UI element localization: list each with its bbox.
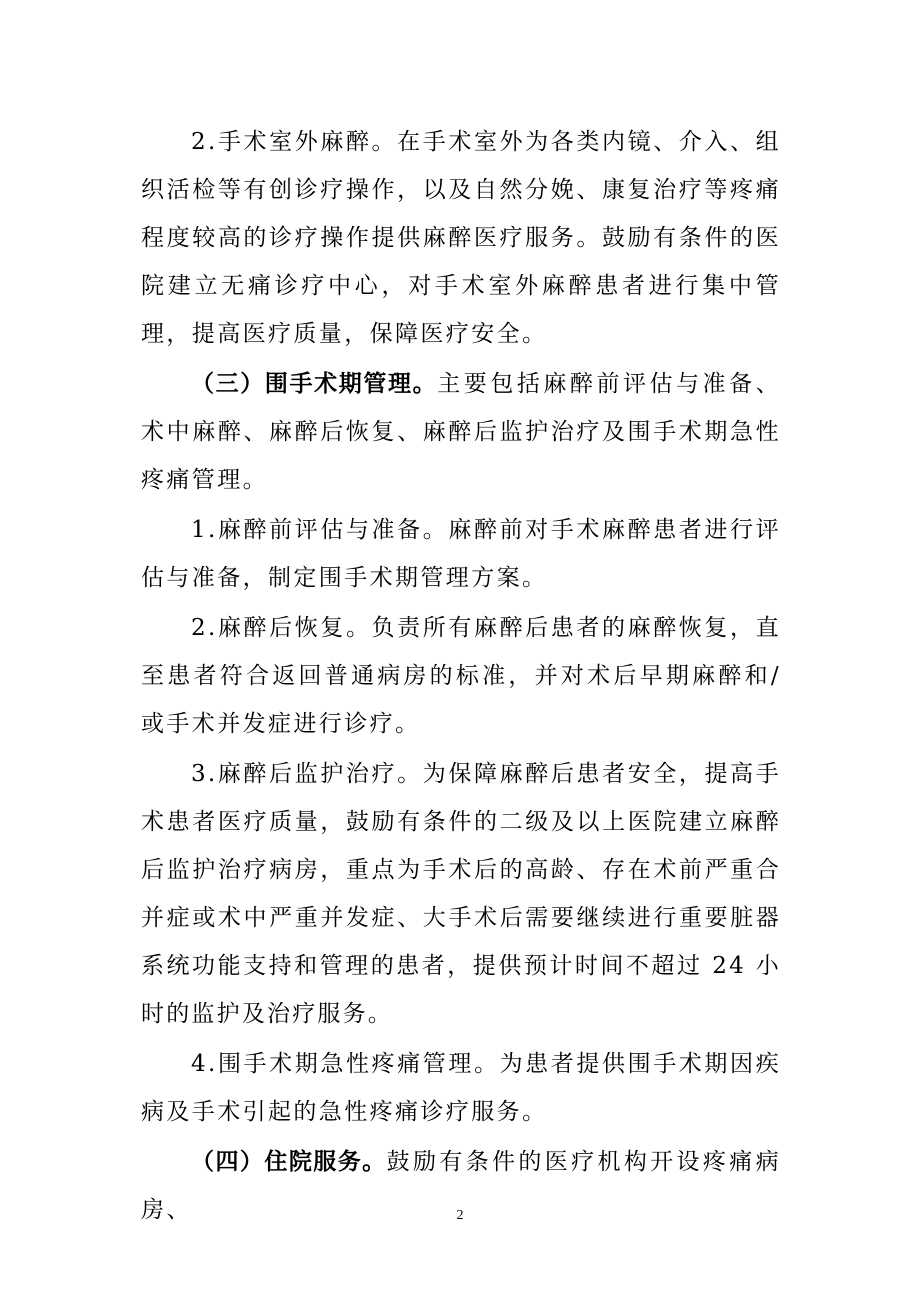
paragraph-preanesthesia-assessment xyxy=(141,506,781,602)
paragraph-postanesthesia-monitoring xyxy=(141,750,781,1038)
paragraph-text: 1.麻醉前评估与准备。麻醉前对手术麻醉患者进行评估与准备，制定围手术期管理方案。 xyxy=(141,517,781,591)
document-body xyxy=(141,118,781,1236)
paragraph-text: 鼓励有条件的医疗机构开设疼痛病房、 xyxy=(141,1149,782,1223)
section-heading: （三）围手术期管理。 xyxy=(191,371,438,397)
paragraph-text: 3.麻醉后监护治疗。为保障麻醉后患者安全，提高手术患者医疗质量，鼓励有条件的二级及以上医院建立麻醉后监护治疗病房，重点为手术后的高龄、存在术前严重合并症或术中严重并发症、大手术后需要继续进行重要脏器系统功能支持和管理的患者，提供预计时间不超过 24 小时的监护及治疗服务。 xyxy=(141,761,781,1027)
section-heading: （四）住院服务。 xyxy=(191,1149,387,1175)
page-number: 2 xyxy=(456,1208,464,1223)
paragraph-acute-pain-management xyxy=(141,1040,781,1136)
paragraph-text: 2.麻醉后恢复。负责所有麻醉后患者的麻醉恢复，直至患者符合返回普通病房的标准，并对术后早期麻醉和/或手术并发症进行诊疗。 xyxy=(141,615,781,737)
paragraph-text: 主要包括麻醉前评估与准备、术中麻醉、麻醉后恢复、麻醉后监护治疗及围手术期急性疼痛管理。 xyxy=(141,371,782,493)
paragraph-text: 4.围手术期急性疼痛管理。为患者提供围手术期因疾病及手术引起的急性疼痛诊疗服务。 xyxy=(141,1051,781,1125)
paragraph-outpatient-anesthesia xyxy=(141,118,781,358)
paragraph-perioperative-management xyxy=(141,360,781,504)
paragraph-text: 2.手术室外麻醉。在手术室外为各类内镜、介入、组织活检等有创诊疗操作，以及自然分娩、康复治疗等疼痛程度较高的诊疗操作提供麻醉医疗服务。鼓励有条件的医院建立无痛诊疗中心，对手术室外麻醉患者进行集中管理，提高医疗质量，保障医疗安全。 xyxy=(141,129,781,347)
paragraph-postanesthesia-recovery xyxy=(141,604,781,748)
